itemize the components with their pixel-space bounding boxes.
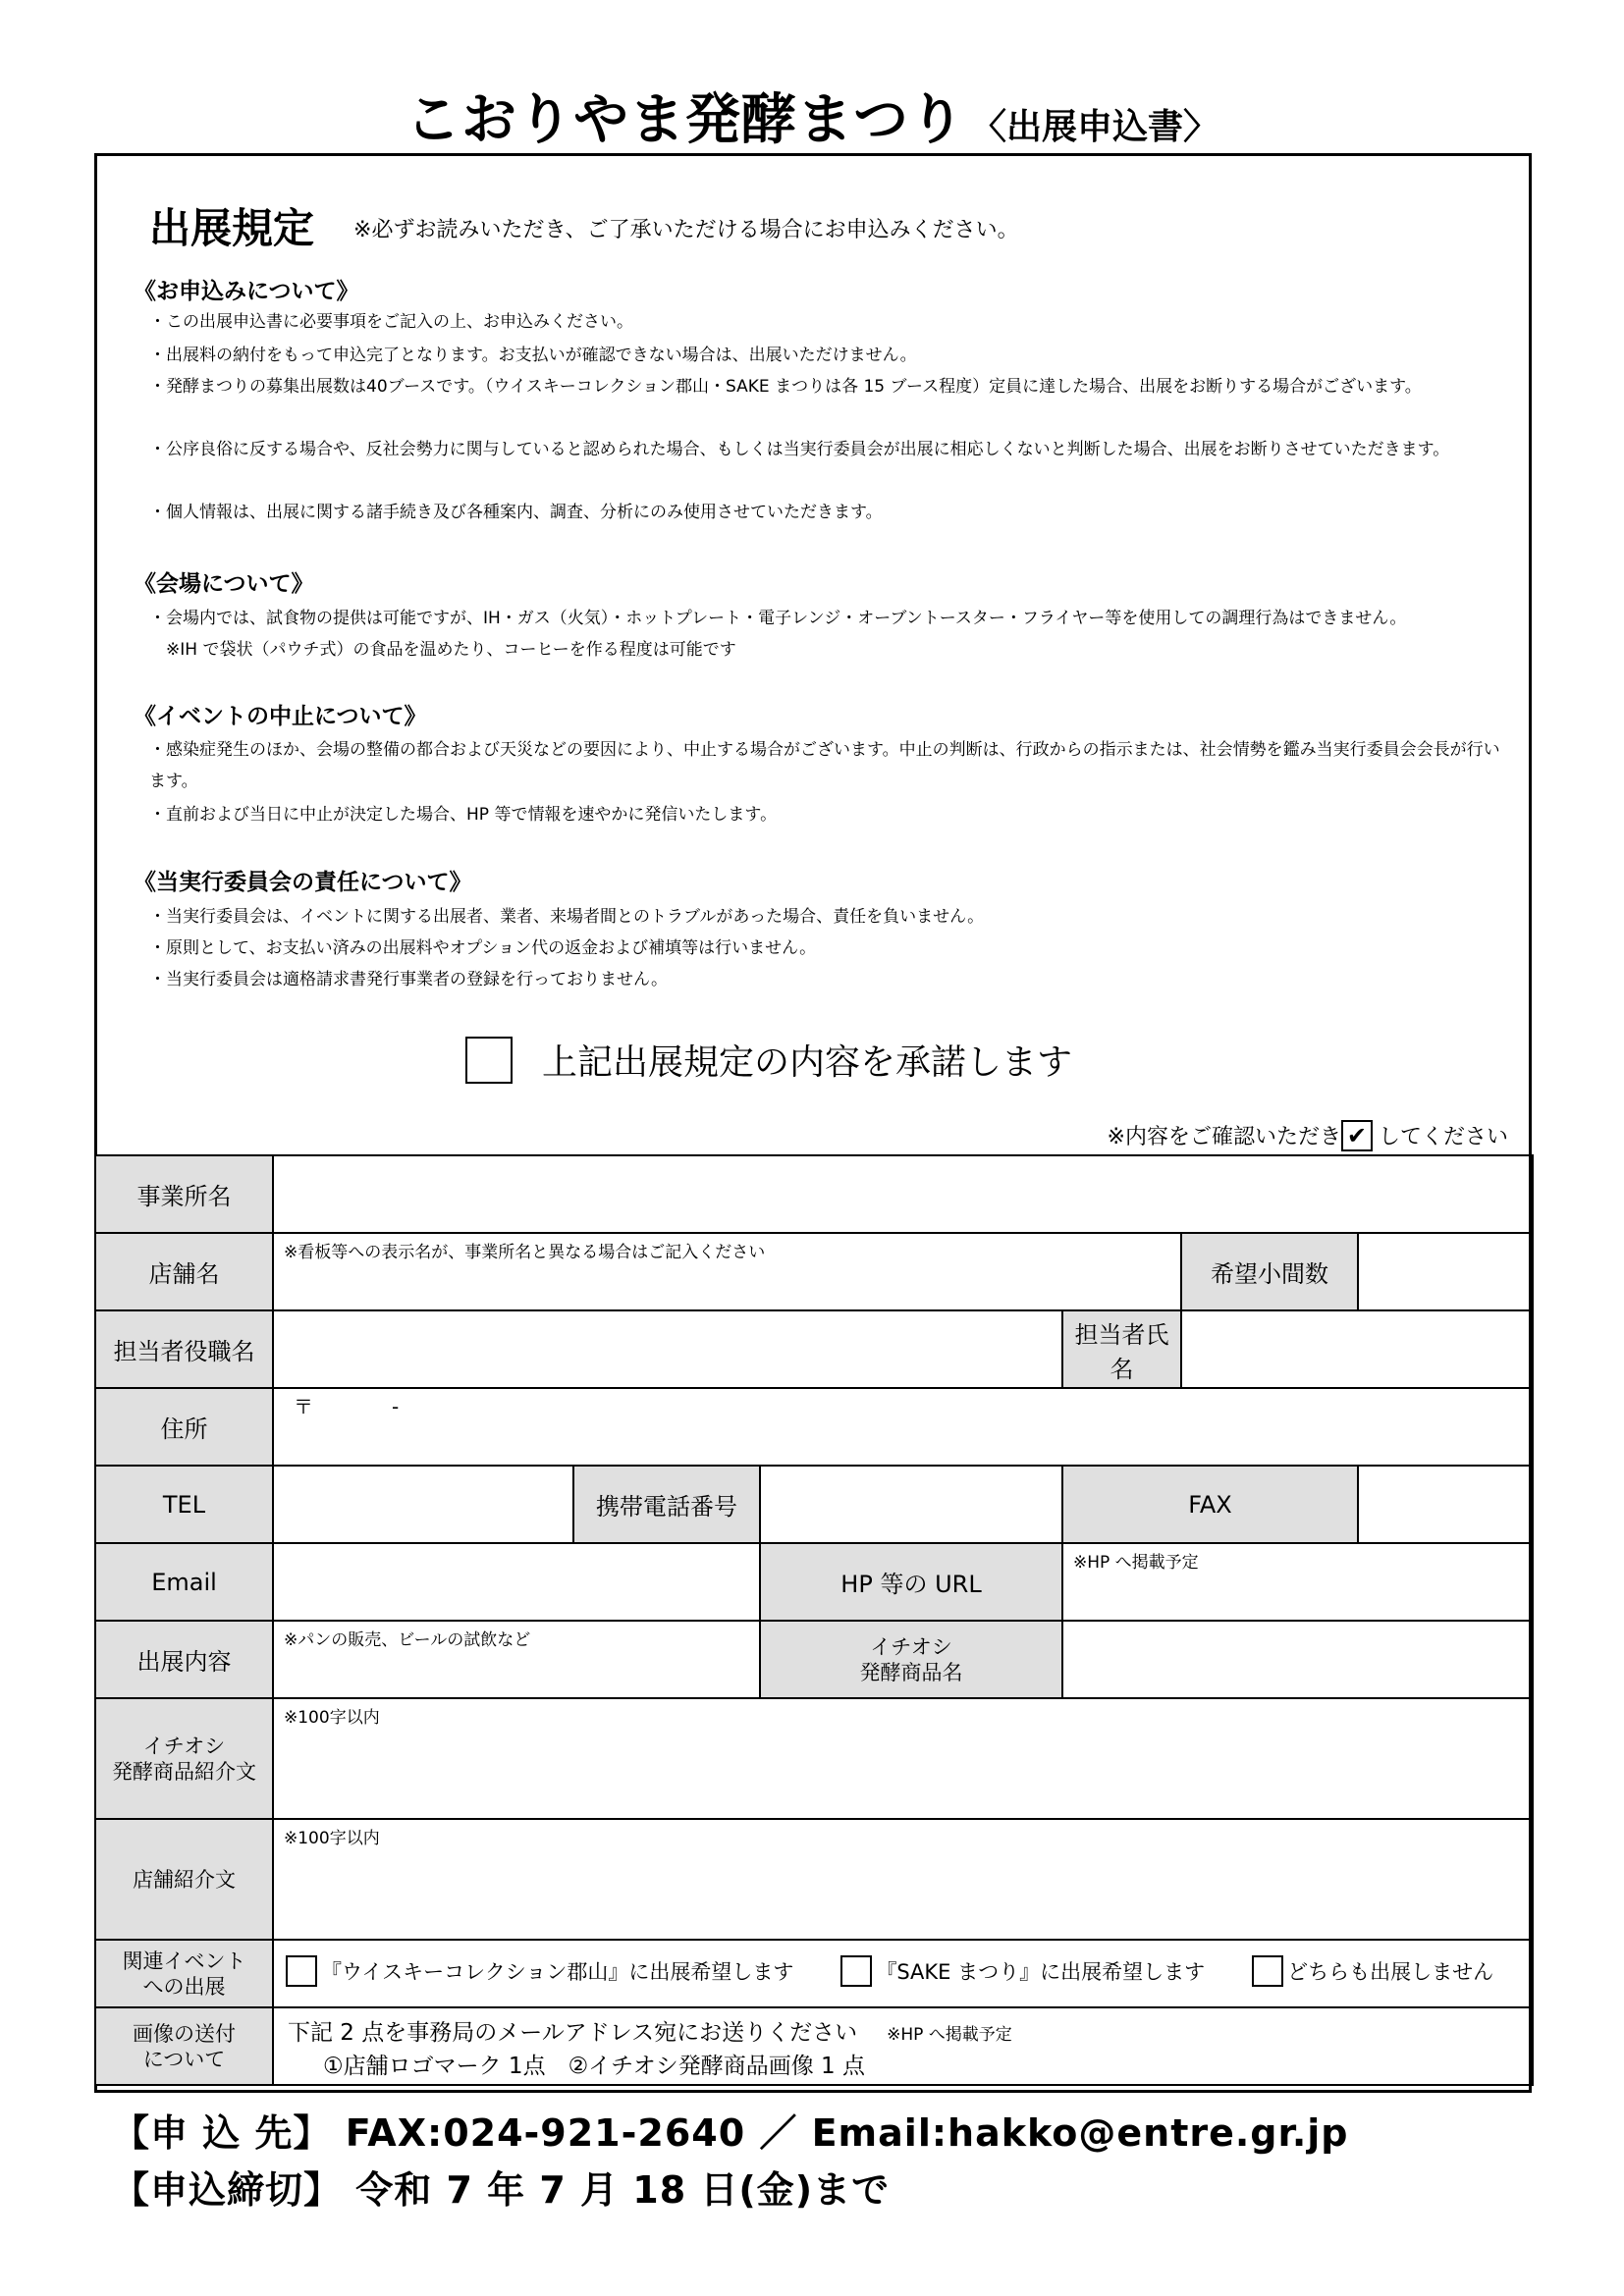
section-title-application: 《お申込みについて》 <box>134 279 359 304</box>
option-none[interactable] <box>1252 1955 1493 1987</box>
rule-item: ・公序良俗に反する場合や、反社会勢力に関与していると認められた場合、もしくは当実行委員会が出展に相応しくないと判断した場合、出展をお断りさせていただきます。 <box>149 440 1450 459</box>
intro-l1: イチオシ <box>142 1734 226 1758</box>
section-title-cancellation: 《イベントの中止について》 <box>134 704 427 729</box>
option-label: 『ウイスキーコレクション郡山』に出展希望します <box>321 1959 794 1984</box>
label-store-name: 店舗名 <box>95 1233 273 1310</box>
confirm-before: ※内容をご確認いただき <box>1107 1125 1341 1149</box>
title-main: こおりやま発酵まつり <box>405 88 965 152</box>
image-submission-info <box>273 2007 1533 2085</box>
rule-item: ・この出展申込書に必要事項をご記入の上、お申込みください。 <box>149 312 633 332</box>
confirm-note <box>1108 1120 1508 1153</box>
hp-hint: ※HP へ掲載予定 <box>1073 1553 1199 1573</box>
content-field[interactable] <box>273 1621 760 1698</box>
address-field[interactable] <box>273 1388 1533 1466</box>
store-name-field[interactable] <box>273 1233 1181 1310</box>
agree-label: 上記出展規定の内容を承諾します <box>542 1042 1073 1083</box>
booths-field[interactable] <box>1358 1233 1533 1310</box>
image-text1: 下記 2 点を事務局のメールアドレス宛にお送りください <box>288 2020 858 2046</box>
label-position: 担当者役職名 <box>95 1310 273 1388</box>
rules-header <box>149 196 1019 255</box>
image-hint: ※HP へ掲載予定 <box>887 2025 1012 2045</box>
image-l1: 画像の送付 <box>133 2021 236 2046</box>
label-business-name: 事業所名 <box>95 1155 273 1233</box>
label-fax: FAX <box>1062 1466 1358 1543</box>
fax-field[interactable] <box>1358 1466 1533 1543</box>
label-related-events <box>95 1940 273 2007</box>
image-l2: について <box>142 2047 226 2071</box>
section-title-venue: 《会場について》 <box>134 571 314 597</box>
label-image-submission <box>95 2007 273 2085</box>
business-name-field[interactable] <box>273 1155 1533 1233</box>
rule-item: ・個人情報は、出展に関する諸手続き及び各種案内、調査、分析にのみ使用させていただきます。 <box>149 503 883 522</box>
confirm-after: してください <box>1378 1125 1508 1149</box>
option-checkbox[interactable] <box>286 1955 317 1987</box>
footer-contact: 【申 込 先】 FAX:024-921-2640 ／ Email:hakko@entre.gr.jp <box>112 2111 1349 2155</box>
label-mobile: 携帯電話番号 <box>573 1466 760 1543</box>
rule-item: ・感染症発生のほか、会場の整備の都合および天災などの要因により、中止する場合がございます。中止の判断は、行政からの指示または、社会情勢を鑑み当実行委員会会長が行います。 <box>149 740 1500 791</box>
content-hint: ※パンの販売、ビールの試飲など <box>284 1630 531 1650</box>
label-store-intro: 店舗紹介文 <box>95 1819 273 1940</box>
option-label: 『SAKE まつり』に出展希望します <box>876 1959 1206 1984</box>
store-name-hint: ※看板等への表示名が、事業所名と異なる場合はご記入ください <box>284 1243 766 1262</box>
option-label: どちらも出展しません <box>1287 1959 1494 1984</box>
recommend-product-field[interactable] <box>1062 1621 1533 1698</box>
related-events-options <box>273 1940 1533 2007</box>
related-l2: への出展 <box>142 1974 226 1999</box>
hp-url-field[interactable] <box>1062 1543 1533 1621</box>
postal-mark: 〒 - <box>294 1395 400 1418</box>
intro-hint: ※100字以内 <box>284 1708 380 1728</box>
recommend-l1: イチオシ <box>870 1634 952 1659</box>
document-title <box>0 77 1624 155</box>
rules-note: ※必ずお読みいただき、ご了承いただける場合にお申込みください。 <box>353 218 1019 242</box>
rule-item: ・当実行委員会は、イベントに関する出展者、業者、来場者間とのトラブルがあった場合、責任を負いません。 <box>149 907 985 927</box>
application-form <box>94 1154 1534 2086</box>
person-name-field[interactable] <box>1181 1310 1533 1388</box>
agree-row <box>465 1035 1072 1088</box>
title-sub: 〈出展申込書〉 <box>970 107 1218 147</box>
recommend-l2: 発酵商品名 <box>859 1660 963 1684</box>
intro-l2: 発酵商品紹介文 <box>112 1759 256 1784</box>
email-field[interactable] <box>273 1543 760 1621</box>
option-whisky[interactable] <box>286 1955 793 1987</box>
section-title-responsibility: 《当実行委員会の責任について》 <box>134 870 472 895</box>
store-intro-field[interactable] <box>273 1819 1533 1940</box>
label-address: 住所 <box>95 1388 273 1466</box>
label-product-intro <box>95 1698 273 1819</box>
rules-heading: 出展規定 <box>149 204 315 252</box>
rule-item: ・会場内では、試食物の提供は可能ですが、IH・ガス（火気）・ホットプレート・電子レンジ・オーブントースター・フライヤー等を使用しての調理行為はできません。 <box>149 609 1407 628</box>
label-recommend-product <box>760 1621 1062 1698</box>
rule-item: ・発酵まつりの募集出展数は40ブースです。（ウイスキーコレクション郡山・SAKE まつりは各 15 ブース程度）定員に達した場合、出展をお断りする場合がございます。 <box>149 377 1422 397</box>
rule-item: ・原則として、お支払い済みの出展料やオプション代の返金および補填等は行いません。 <box>149 938 817 958</box>
label-content: 出展内容 <box>95 1621 273 1698</box>
check-mark-icon: ✔ <box>1341 1120 1373 1151</box>
product-intro-field[interactable] <box>273 1698 1533 1819</box>
label-email: Email <box>95 1543 273 1621</box>
rule-item: ・直前および当日に中止が決定した場合、HP 等で情報を速やかに発信いたします。 <box>149 805 778 825</box>
label-person-name: 担当者氏名 <box>1062 1310 1181 1388</box>
store-intro-hint: ※100字以内 <box>284 1829 380 1848</box>
label-booths: 希望小間数 <box>1181 1233 1358 1310</box>
option-checkbox[interactable] <box>1252 1955 1283 1987</box>
rule-item: ※IH で袋状（パウチ式）の食品を温めたり、コーヒーを作る程度は可能です <box>149 640 736 660</box>
rules-section <box>94 153 1532 1154</box>
agree-checkbox[interactable] <box>465 1037 513 1084</box>
related-l1: 関連イベント <box>122 1949 246 1973</box>
tel-field[interactable] <box>273 1466 573 1543</box>
image-line1 <box>288 2014 1012 2047</box>
position-field[interactable] <box>273 1310 1062 1388</box>
rule-item: ・当実行委員会は適格請求書発行事業者の登録を行っておりません。 <box>149 970 669 989</box>
label-tel: TEL <box>95 1466 273 1543</box>
option-checkbox[interactable] <box>840 1955 872 1987</box>
rule-item: ・出展料の納付をもって申込完了となります。お支払いが確認できない場合は、出展いただけません。 <box>149 346 917 365</box>
image-line2: ①店舗ロゴマーク 1点 ②イチオシ発酵商品画像 1 点 <box>323 2054 865 2079</box>
mobile-field[interactable] <box>760 1466 1062 1543</box>
footer-deadline: 【申込締切】 令和 7 年 7 月 18 日(金)まで <box>112 2168 891 2212</box>
option-sake[interactable] <box>840 1955 1205 1987</box>
label-hp-url: HP 等の URL <box>760 1543 1062 1621</box>
